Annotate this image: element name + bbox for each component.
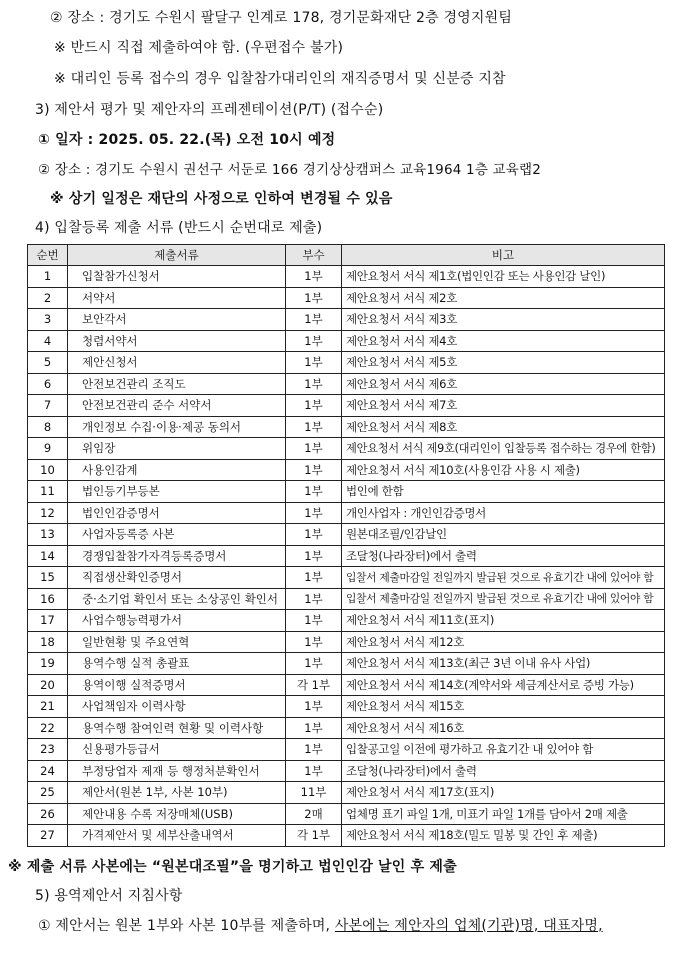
table-row (28, 545, 665, 567)
row-copies: 1부 (286, 352, 342, 374)
row-document: 가격제안서 및 세부산출내역서 (68, 825, 286, 847)
row-copies: 1부 (286, 416, 342, 438)
row-document: 법인등기부등본 (68, 481, 286, 503)
row-remarks: 제안요청서 서식 제18호(밀도 밀봉 및 간인 후 제출) (342, 825, 665, 847)
row-copies: 2매 (286, 803, 342, 825)
table-row (28, 266, 665, 288)
row-document: 용역수행 참여인력 현황 및 이력사항 (68, 717, 286, 739)
row-remarks: 입찰공고일 이전에 평가하고 유효기간 내 있어야 함 (342, 739, 665, 761)
table-row (28, 610, 665, 632)
row-number: 7 (28, 395, 68, 417)
row-number: 24 (28, 760, 68, 782)
row-document: 안전보건관리 준수 서약서 (68, 395, 286, 417)
table-row (28, 330, 665, 352)
row-number: 12 (28, 502, 68, 524)
table-row (28, 588, 665, 610)
row-copies: 1부 (286, 309, 342, 331)
row-remarks: 제안요청서 서식 제7호 (342, 395, 665, 417)
row-number: 2 (28, 287, 68, 309)
row-copies: 11부 (286, 782, 342, 804)
row-document: 제안신청서 (68, 352, 286, 374)
row-number: 22 (28, 717, 68, 739)
row-number: 9 (28, 438, 68, 460)
table-row (28, 825, 665, 847)
row-remarks: 제안요청서 서식 제6호 (342, 373, 665, 395)
row-copies: 1부 (286, 739, 342, 761)
row-document: 사업자등록증 사본 (68, 524, 286, 546)
row-number: 10 (28, 459, 68, 481)
row-remarks: 제안요청서 서식 제12호 (342, 631, 665, 653)
presentation-venue: ② 장소 : 경기도 수원시 권선구 서둔로 166 경기상상캠퍼스 교육1964 1층 교육랩2 (38, 162, 542, 178)
section-5-heading: 5) 용역제안서 지침사항 (35, 888, 183, 904)
row-number: 14 (28, 545, 68, 567)
copy-certification-note: ※ 제출 서류 사본에는 “원본대조필”을 명기하고 법인인감 날인 후 제출 (8, 859, 457, 875)
table-row (28, 352, 665, 374)
row-copies: 1부 (286, 717, 342, 739)
row-number: 21 (28, 696, 68, 718)
table-row (28, 309, 665, 331)
table-row (28, 631, 665, 653)
table-row (28, 502, 665, 524)
row-remarks: 개인사업자 : 개인인감증명서 (342, 502, 665, 524)
row-copies: 1부 (286, 567, 342, 589)
table-row (28, 459, 665, 481)
row-number: 23 (28, 739, 68, 761)
table-row (28, 782, 665, 804)
row-document: 개인정보 수집·이용·제공 동의서 (68, 416, 286, 438)
row-remarks: 입찰서 제출마감일 전일까지 발급된 것으로 유효기간 내에 있어야 함 (342, 567, 665, 589)
row-remarks: 제안요청서 서식 제14호(계약서와 세금계산서로 증빙 가능) (342, 674, 665, 696)
row-number: 16 (28, 588, 68, 610)
row-remarks: 제안요청서 서식 제3호 (342, 309, 665, 331)
row-document: 서약서 (68, 287, 286, 309)
row-number: 18 (28, 631, 68, 653)
row-remarks: 조달청(나라장터)에서 출력 (342, 760, 665, 782)
presentation-date: ① 일자 : 2025. 05. 22.(목) 오전 10시 예정 (38, 132, 336, 148)
table-row (28, 287, 665, 309)
header-copies: 부수 (286, 245, 342, 266)
row-document: 제안서(원본 1부, 사본 10부) (68, 782, 286, 804)
table-row (28, 760, 665, 782)
row-document: 경쟁입찰참가자격등록증명서 (68, 545, 286, 567)
table-row (28, 803, 665, 825)
row-remarks: 제안요청서 서식 제17호(표지) (342, 782, 665, 804)
row-number: 15 (28, 567, 68, 589)
guideline-item-1-text: ① 제안서는 원본 1부와 사본 10부를 제출하며, (38, 918, 335, 934)
header-no: 순번 (28, 245, 68, 266)
table-row (28, 717, 665, 739)
row-number: 11 (28, 481, 68, 503)
row-document: 중·소기업 확인서 또는 소상공인 확인서 (68, 588, 286, 610)
row-remarks: 제안요청서 서식 제10호(사용인감 사용 시 제출) (342, 459, 665, 481)
row-copies: 1부 (286, 266, 342, 288)
row-remarks: 제안요청서 서식 제8호 (342, 416, 665, 438)
schedule-change-note: ※ 상기 일정은 재단의 사정으로 인하여 변경될 수 있음 (50, 191, 393, 207)
row-document: 사업책임자 이력사항 (68, 696, 286, 718)
row-document: 청렴서약서 (68, 330, 286, 352)
table-body (28, 266, 665, 847)
row-copies: 1부 (286, 438, 342, 460)
row-remarks: 제안요청서 서식 제11호(표지) (342, 610, 665, 632)
section-4-heading: 4) 입찰등록 제출 서류 (반드시 순번대로 제출) (35, 220, 323, 236)
row-document: 법인인감증명서 (68, 502, 286, 524)
row-number: 27 (28, 825, 68, 847)
row-number: 26 (28, 803, 68, 825)
row-document: 직접생산확인증명서 (68, 567, 286, 589)
row-document: 일반현황 및 주요연혁 (68, 631, 286, 653)
row-copies: 1부 (286, 653, 342, 675)
row-document: 사업수행능력평가서 (68, 610, 286, 632)
proxy-note: ※ 대리인 등록 접수의 경우 입찰참가대리인의 재직증명서 및 신분증 지참 (54, 71, 506, 87)
row-remarks: 조달청(나라장터)에서 출력 (342, 545, 665, 567)
table-row (28, 395, 665, 417)
row-copies: 1부 (286, 459, 342, 481)
venue-line: ② 장소 : 경기도 수원시 팔달구 인계로 178, 경기문화재단 2층 경영지원팀 (50, 10, 513, 26)
row-number: 20 (28, 674, 68, 696)
row-document: 입찰참가신청서 (68, 266, 286, 288)
table-header-row (28, 245, 665, 266)
row-copies: 각 1부 (286, 674, 342, 696)
row-remarks: 제안요청서 서식 제4호 (342, 330, 665, 352)
row-remarks: 제안요청서 서식 제2호 (342, 287, 665, 309)
row-remarks: 원본대조필/인감날인 (342, 524, 665, 546)
table-row (28, 373, 665, 395)
row-copies: 1부 (286, 373, 342, 395)
row-number: 25 (28, 782, 68, 804)
header-document: 제출서류 (68, 245, 286, 266)
row-copies: 1부 (286, 631, 342, 653)
row-number: 17 (28, 610, 68, 632)
row-remarks: 법인에 한함 (342, 481, 665, 503)
row-copies: 1부 (286, 524, 342, 546)
row-number: 8 (28, 416, 68, 438)
row-copies: 각 1부 (286, 825, 342, 847)
row-remarks: 제안요청서 서식 제13호(최근 3년 이내 유사 사업) (342, 653, 665, 675)
row-copies: 1부 (286, 481, 342, 503)
section-3-heading: 3) 제안서 평가 및 제안자의 프레젠테이션(P/T) (접수순) (35, 102, 384, 118)
row-copies: 1부 (286, 330, 342, 352)
row-copies: 1부 (286, 760, 342, 782)
row-copies: 1부 (286, 395, 342, 417)
row-copies: 1부 (286, 287, 342, 309)
row-remarks: 업체명 표기 파일 1개, 미표기 파일 1개를 담아서 2매 제출 (342, 803, 665, 825)
row-document: 제안내용 수록 저장매체(USB) (68, 803, 286, 825)
row-number: 13 (28, 524, 68, 546)
table-row (28, 438, 665, 460)
row-copies: 1부 (286, 545, 342, 567)
table-row (28, 524, 665, 546)
row-number: 19 (28, 653, 68, 675)
row-remarks: 제안요청서 서식 제15호 (342, 696, 665, 718)
row-document: 신용평가등급서 (68, 739, 286, 761)
row-document: 안전보건관리 조직도 (68, 373, 286, 395)
row-number: 4 (28, 330, 68, 352)
table-row (28, 696, 665, 718)
row-remarks: 제안요청서 서식 제9호(대리인이 입찰등록 접수하는 경우에 한함) (342, 438, 665, 460)
header-remarks: 비고 (342, 245, 665, 266)
table-row (28, 674, 665, 696)
row-number: 6 (28, 373, 68, 395)
row-copies: 1부 (286, 588, 342, 610)
row-copies: 1부 (286, 610, 342, 632)
row-number: 5 (28, 352, 68, 374)
row-number: 3 (28, 309, 68, 331)
row-document: 사용인감계 (68, 459, 286, 481)
row-document: 보안각서 (68, 309, 286, 331)
row-remarks: 제안요청서 서식 제16호 (342, 717, 665, 739)
row-remarks: 제안요청서 서식 제1호(법인인감 또는 사용인감 날인) (342, 266, 665, 288)
row-remarks: 제안요청서 서식 제5호 (342, 352, 665, 374)
row-document: 부정당업자 제재 등 행정처분확인서 (68, 760, 286, 782)
guideline-item-1-underlined: 사본에는 제안자의 업체(기관)명, 대표자명, (334, 918, 603, 934)
direct-submission-note: ※ 반드시 직접 제출하여야 함. (우편접수 불가) (54, 40, 344, 56)
row-copies: 1부 (286, 696, 342, 718)
row-document: 용역수행 실적 총괄표 (68, 653, 286, 675)
row-copies: 1부 (286, 502, 342, 524)
table-row (28, 567, 665, 589)
submission-documents-table (27, 244, 665, 847)
guideline-item-1 (38, 916, 603, 936)
row-document: 위임장 (68, 438, 286, 460)
table-row (28, 653, 665, 675)
table-row (28, 416, 665, 438)
row-number: 1 (28, 266, 68, 288)
table-row (28, 739, 665, 761)
row-document: 용역이행 실적증명서 (68, 674, 286, 696)
row-remarks: 입찰서 제출마감일 전일까지 발급된 것으로 유효기간 내에 있어야 함 (342, 588, 665, 610)
table-row (28, 481, 665, 503)
